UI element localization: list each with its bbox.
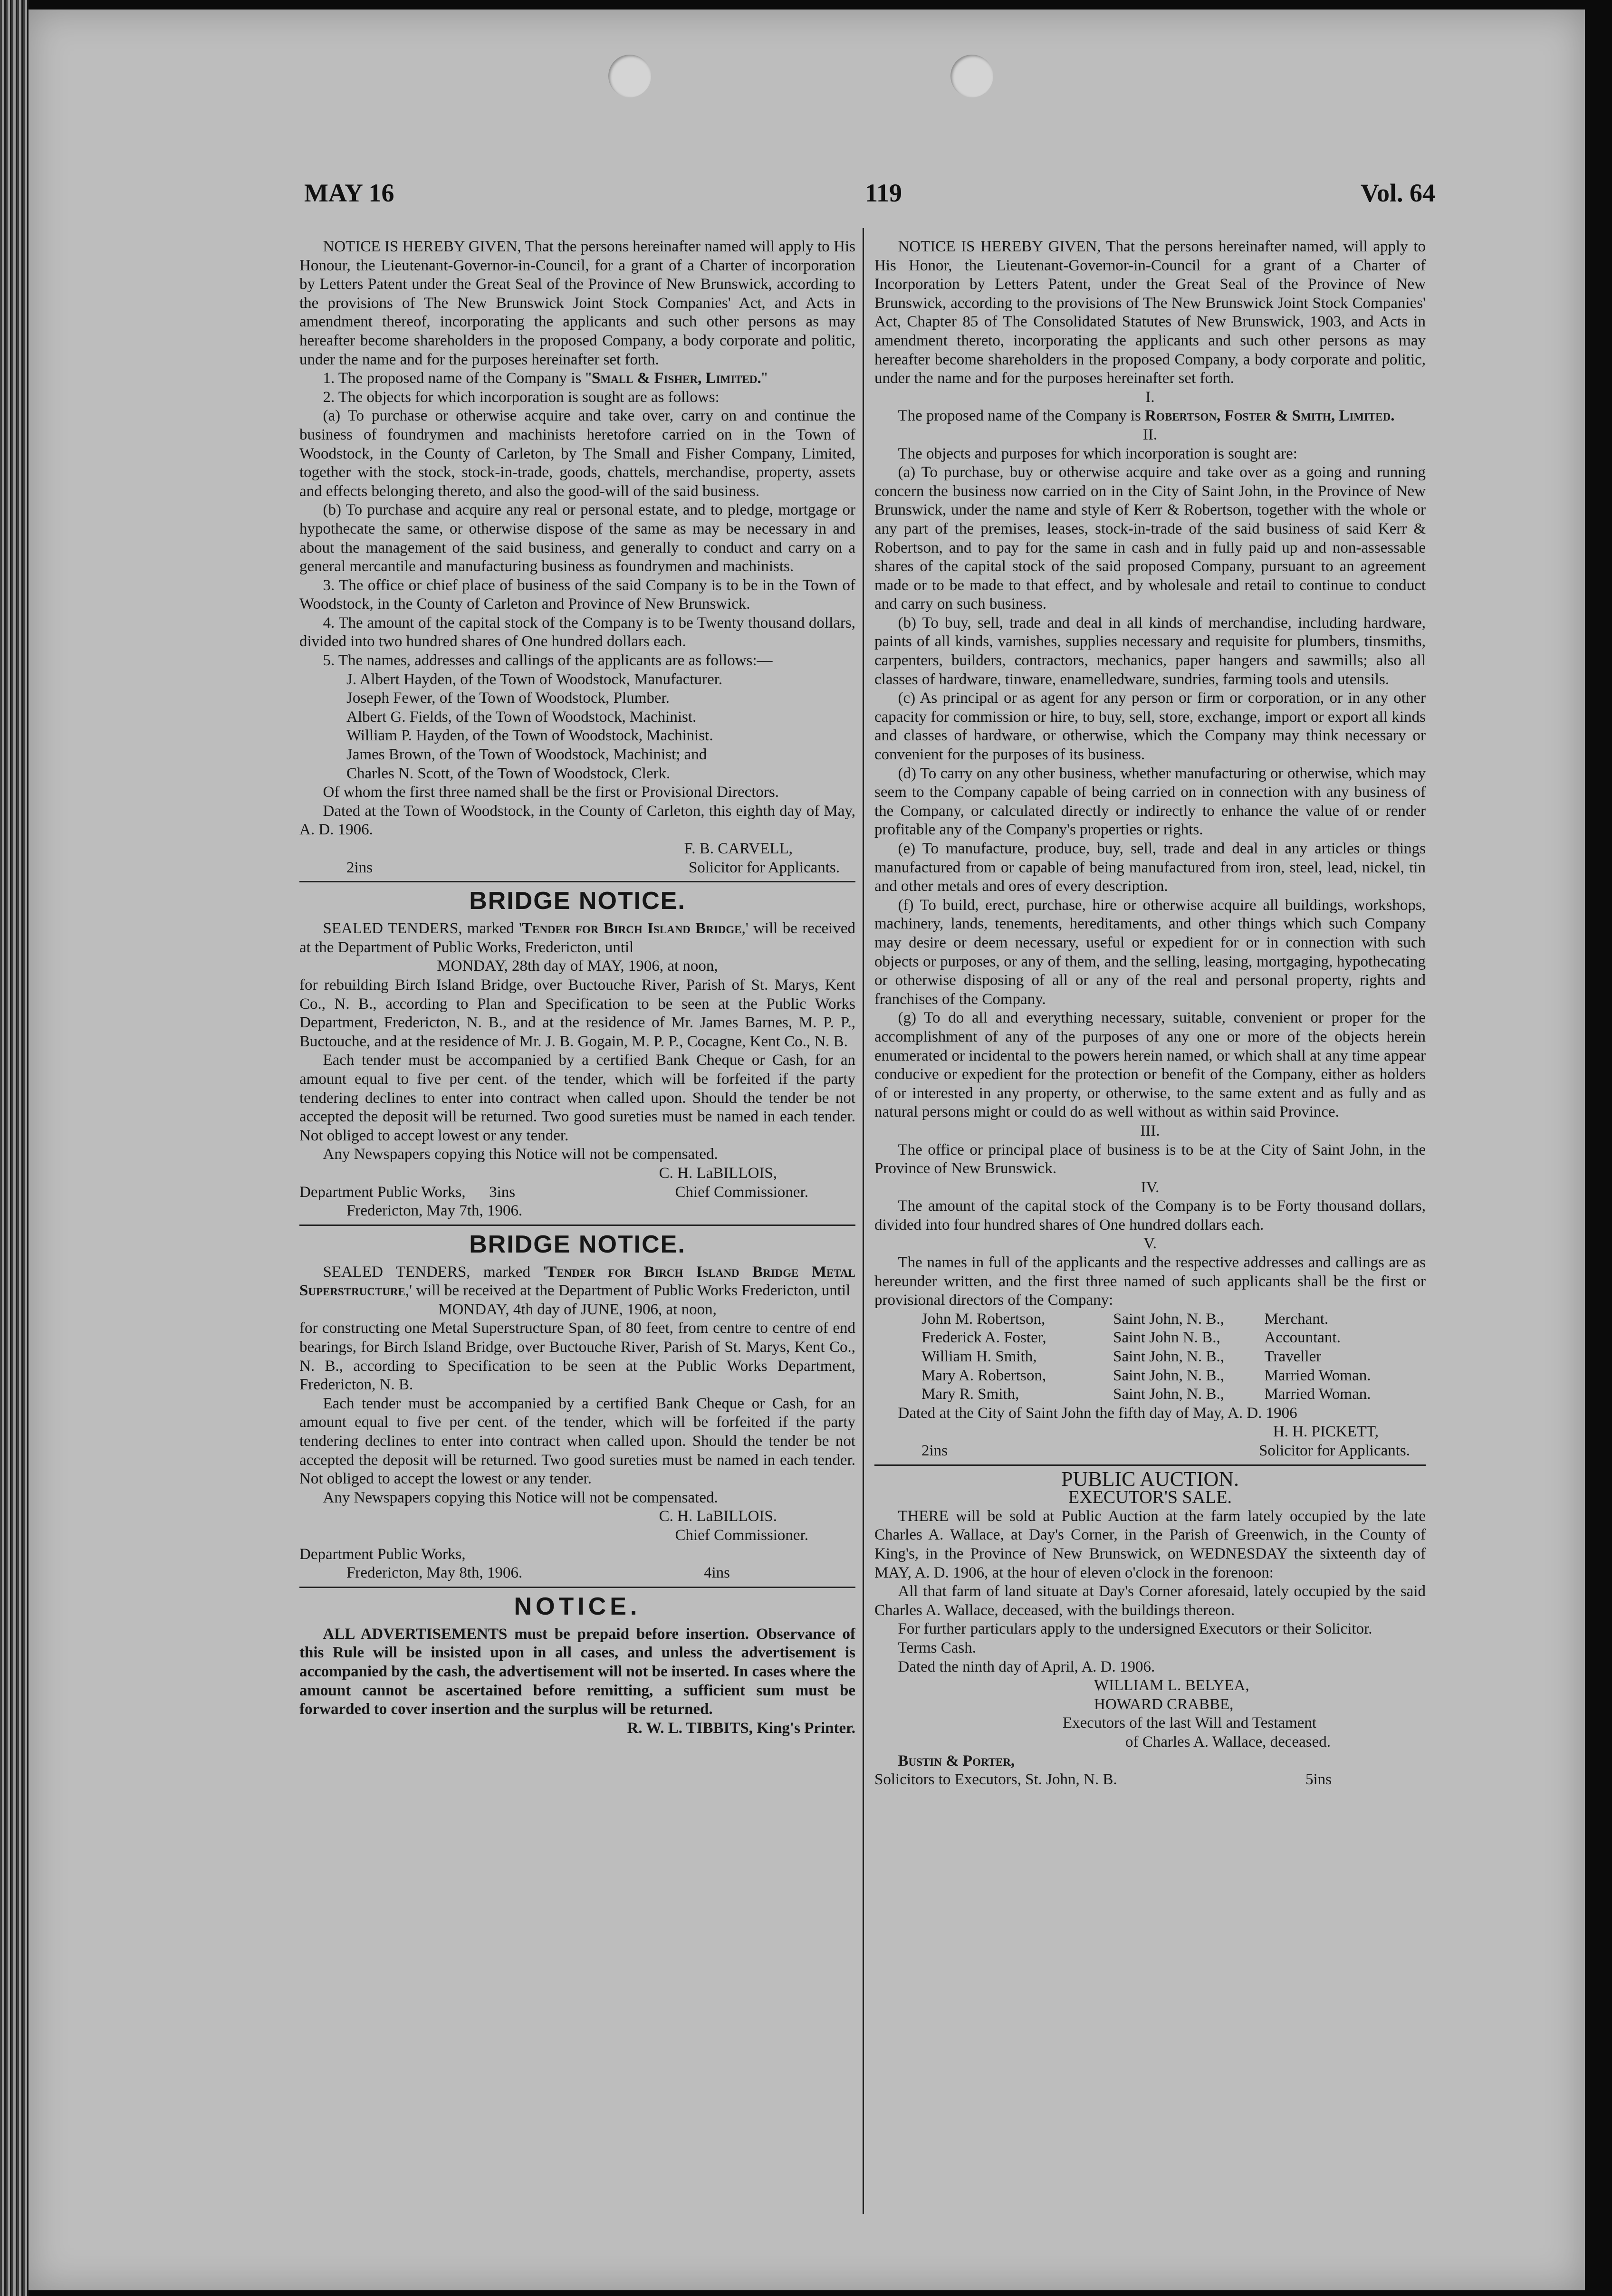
auction-terms: Terms Cash. <box>898 1639 977 1656</box>
bridge-notice-heading: BRIDGE NOTICE. <box>469 1230 686 1258</box>
left-column <box>299 238 855 2214</box>
advertisement-notice <box>299 1592 855 1738</box>
list-item: Joseph Fewer, of the Town of Woodstock, Plumber. <box>346 689 670 707</box>
object-c: (c) As principal or as agent for any person or firm or corporation, or in any other capacity for commission or hire, to buy, sell, store, exchange, import or export all kinds and classes of hardware, or otherwise, which the Company may think necessary or convenient for the purposes of its business. <box>874 689 1426 764</box>
applicant-place: Saint John N. B., <box>1113 1329 1220 1347</box>
tender-mark: Tender for Birch Island Bridge <box>522 920 742 938</box>
notice-item-2b: (b) To purchase and acquire any real or personal estate, and to pledge, mortgage or hypothecate the same, or otherwise dispose of the same as may be necessary in and about the management of the said business, and generally to conduct and carry on a general mercantile and manufacturing business as foundrymen and machinists. <box>299 501 855 575</box>
right-column <box>874 238 1426 2210</box>
company-name-line: The proposed name of the Company is Robertson, Foster & Smith, Limited. <box>898 407 1395 425</box>
applicant-name: Mary R. Smith, <box>921 1386 1019 1403</box>
dated-line: Dated at the City of Saint John the fifth day of May, A. D. 1906 <box>898 1404 1297 1422</box>
notice-item-1: 1. The proposed name of the Company is "Small & Fisher, Limited." <box>323 370 768 387</box>
auction-farm: All that farm of land situate at Day's Corner aforesaid, lately occupied by the said Charles A. Wallace, deceased, with the buildings thereon. <box>874 1583 1426 1619</box>
applicant-name: Mary A. Robertson, <box>921 1367 1046 1384</box>
notice-item-2: 2. The objects for which incorporation is sought are as follows: <box>323 388 720 406</box>
section-numeral: II. <box>1142 426 1158 443</box>
office-clause: The office or principal place of business is to be at the City of Saint John, in the Province of New Brunswick. <box>874 1141 1426 1177</box>
solicitor-firm: Bustin & Porter, <box>898 1752 1015 1770</box>
auction-heading: PUBLIC AUCTION. <box>1061 1467 1239 1491</box>
tender-deadline: MONDAY, 28th day of MAY, 1906, at noon, <box>437 957 718 975</box>
solicitors-line: Solicitors to Executors, St. John, N. B. <box>874 1771 1117 1789</box>
auction-body: THERE will be sold at Public Auction at the farm lately occupied by the late Charles A. Wallace, at Day's Corner, in the Parish of Greenwich, in the County of King's, in the Province of New Brunswick, on WEDNESDAY the sixteenth day of MAY, A. D. 1906, at the hour of eleven o'clock in the forenoon: <box>874 1507 1426 1581</box>
notice-item-2a: (a) To purchase or otherwise acquire and take over, carry on and continue the business of foundrymen and machinists heretofore carried on in the Town of Woodstock, in the County of Carleton, by The Small and Fisher Company, Limited, together with the stock, stock-in-trade, goods, chattels, merchandise, property, assets and effects belonging thereto, and also the good-will of the said business. <box>299 407 855 500</box>
dated-line: Dated at the Town of Woodstock, in the County of Carleton, this eighth day of May, A. D. 1906. <box>299 802 855 839</box>
section-numeral: III. <box>1140 1122 1160 1139</box>
place-date: Fredericton, May 7th, 1906. <box>346 1202 523 1220</box>
bridge-notice-heading: BRIDGE NOTICE. <box>469 887 686 915</box>
applicant-calling: Merchant. <box>1264 1310 1329 1328</box>
tender-conditions: Each tender must be accompanied by a certified Bank Cheque or Cash, for an amount equal to five per cent. of the tender, which will be forfeited if the party tendering declines to enter into contract when called upon. Should the tender be not accepted the deposit will be returned. Two good sureties must be named in each tender. Not obliged to accept the lowest or any tender. <box>299 1395 855 1488</box>
list-item: William P. Hayden, of the Town of Woodstock, Machinist. <box>346 727 713 745</box>
page-header <box>304 178 1435 221</box>
list-item: Albert G. Fields, of the Town of Woodstock, Machinist. <box>346 708 697 726</box>
list-item: J. Albert Hayden, of the Town of Woodstock, Manufacturer. <box>346 670 723 688</box>
section-numeral: I. <box>1145 388 1155 406</box>
applicants-table <box>874 1310 1426 1404</box>
objects-intro: The objects and purposes for which incorporation is sought are: <box>898 445 1297 462</box>
tender-mark: Tender for Birch Island Bridge Metal Superstructure <box>299 1263 855 1300</box>
applicant-place: Saint John, N. B., <box>1113 1386 1224 1403</box>
names-intro: The names in full of the applicants and the respective addresses and callings are as hereunder written, and the first three named of such applicants shall be the first or provisional directors of the Company: <box>874 1254 1426 1309</box>
applicant-place: Saint John, N. B., <box>1113 1310 1224 1328</box>
applicant-name: John M. Robertson, <box>921 1310 1046 1328</box>
bridge-notice-2 <box>299 1230 855 1583</box>
company-name: Robertson, Foster & Smith, Limited. <box>1145 407 1395 425</box>
place-date: Fredericton, May 8th, 1906. <box>346 1564 523 1582</box>
notice-intro: NOTICE IS HEREBY GIVEN, That the persons hereinafter named will apply to His Honour, the Lieutenant-Governor-in-Council, for a grant of a Charter of incorporation by Letters Patent under the Great Seal of the Province of New Brunswick, according to the provisions of The New Brunswick Joint Stock Companies' Act, and Acts in amendment thereof, incorporating the applicants and such other persons as may hereafter become shareholders in the proposed Company, a body corporate and politic, under the name and for the purposes hereinafter set forth. <box>299 238 855 368</box>
kings-printer: R. W. L. TIBBITS, King's Printer. <box>627 1719 855 1737</box>
list-item: Charles N. Scott, of the Town of Woodstock, Clerk. <box>346 765 671 782</box>
incorporation-notice-small-fisher <box>299 238 855 877</box>
insertions-count: 3ins <box>489 1183 516 1201</box>
book-page-edges <box>0 0 29 2296</box>
applicant-name: Frederick A. Foster, <box>921 1329 1046 1347</box>
notice-intro: NOTICE IS HEREBY GIVEN, That the persons hereinafter named, will apply to His Honor, the Lieutenant-Governor-in-Council for a grant of a Charter of Incorporation by Letters Patent, under the Great Seal of the Province of New Brunswick, according to the provisions of The New Brunswick Joint Stock Companies' Act, Chapter 85 of The Consolidated Statutes of New Brunswick, 1903, and Acts in amendment thereto, incorporating the applicants and such other persons as may hereafter become shareholders in the proposed Company, a body corporate and politic, under the name and for the purposes hereinafter set forth. <box>874 238 1426 387</box>
executors-title: of Charles A. Wallace, deceased. <box>1125 1733 1331 1751</box>
auction-dated: Dated the ninth day of April, A. D. 1906. <box>898 1658 1155 1675</box>
notice-item-4: 4. The amount of the capital stock of the Company is to be Twenty thousand dollars, divided into two hundred shares of One hundred dollars each. <box>299 614 855 651</box>
column-divider <box>863 228 864 2214</box>
punch-hole <box>608 55 651 97</box>
signer-name: C. H. LaBILLOIS. <box>659 1508 777 1525</box>
object-b: (b) To buy, sell, trade and deal in all kinds of merchandise, including hardware, paints of all kinds, varnishes, supplies necessary and requisite for plumbers, tinsmiths, carpenters, builders, contractors, mechanics, paper hangers and sawmills; also all classes of hardware, tinware, enamelledware, sundries, farming tools and utensils. <box>874 614 1426 688</box>
company-name: Small & Fisher, Limited. <box>592 370 761 387</box>
list-item: James Brown, of the Town of Woodstock, Machinist; and <box>346 746 707 764</box>
directors-note: Of whom the first three named shall be the first or Provisional Directors. <box>323 784 779 801</box>
insertions-count: 2ins <box>346 859 373 876</box>
tender-body: for constructing one Metal Superstructure Span, of 80 feet, from centre to centre of end bearings, for Birch Island Bridge, over Buctouche River, Parish of St. Marys, Kent Co., N. B., according to Specification to be seen at the Public Works Department, Fredericton, N. B. <box>299 1320 855 1394</box>
incorporation-notice-robertson <box>874 238 1426 1461</box>
capital-clause: The amount of the capital stock of the Company is to be Forty thousand dollars, divided into four hundred shares of One hundred dollars each. <box>874 1197 1426 1234</box>
insertions-count: 4ins <box>703 1564 730 1582</box>
signer-title: Solicitor for Applicants. <box>688 859 840 876</box>
executor-name: HOWARD CRABBE, <box>1094 1695 1234 1713</box>
page-number: 119 <box>865 179 902 207</box>
executor-name: WILLIAM L. BELYEA, <box>1094 1677 1249 1694</box>
tender-conditions: Each tender must be accompanied by a certified Bank Cheque or Cash, for an amount equal to five per cent. of the tender, which will be forfeited if the party tendering declines to enter into contract when called upon. Should the tender be not accepted the deposit will be returned. Two good sureties must be named in each tender. Not obliged to accept lowest or any tender. <box>299 1052 855 1144</box>
applicants-list <box>299 670 855 784</box>
signer-name: F. B. CARVELL, <box>684 840 793 857</box>
object-e: (e) To manufacture, produce, buy, sell, trade and deal in any articles or things manufactured from or capable of being manufactured from iron, steel, lead, nickel, tin and other metals and ores of every description. <box>874 840 1426 895</box>
object-f: (f) To build, erect, purchase, hire or otherwise acquire all buildings, workshops, machinery, lands, tenements, hereditaments, and other things which such Company may desire or deem necessary, useful or expedient for or in connection with such objects or purposes, or any of them, and the selling, leasing, mortgaging, hypothecating or otherwise disposing of all or any of the real and personal property, rights and franchises of the Company. <box>874 896 1426 1008</box>
notice-item-5: 5. The names, addresses and callings of the applicants are as follows:— <box>323 652 773 670</box>
object-a: (a) To purchase, buy or otherwise acquire and take over as a going and running concern the business now carried on in the City of Saint John, in the Province of New Brunswick, under the name and style of Kerr & Robertson, together with the whole or any part of the premises, leases, stock-in-trade of the said business of said Kerr & Robertson, and to pay for the same in cash and in fully paid up and non-assessable shares of the capital stock of the said proposed Company, pursuant to an agreement made or to be made to that effect, and by wholesale and retail to continue to conduct and carry on such business. <box>874 464 1426 613</box>
department: Department Public Works, <box>299 1545 466 1563</box>
applicant-calling: Married Woman. <box>1264 1367 1371 1384</box>
section-rule <box>299 1587 855 1588</box>
tender-intro: SEALED TENDERS, marked 'Tender for Birch Island Bridge,' will be received at the Department of Public Works, Fredericton, until <box>299 920 855 956</box>
applicant-calling: Married Woman. <box>1264 1386 1371 1403</box>
object-g: (g) To do all and everything necessary, suitable, convenient or proper for the accomplishment of any of the purposes of any one or more of the objects herein enumerated or incidental to the powers herein named, or which shall at any time appear conducive or expedient for the protection or benefit of the Company, either as holders of or interested in any property, or otherwise, to the same extent and as fully and as natural persons might or could do as well without as within said Province. <box>874 1009 1426 1121</box>
public-auction-notice <box>874 1467 1426 1789</box>
section-rule <box>299 1225 855 1226</box>
tender-deadline: MONDAY, 4th day of JUNE, 1906, at noon, <box>438 1301 717 1318</box>
section-rule <box>299 881 855 882</box>
punch-hole <box>950 55 993 97</box>
signer-name: H. H. PICKETT, <box>1273 1423 1379 1441</box>
executors-title: Executors of the last Will and Testament <box>1063 1714 1317 1732</box>
department: Department Public Works, 3ins <box>299 1183 516 1201</box>
applicant-name: William H. Smith, <box>921 1348 1037 1366</box>
prepaid-rule: ALL ADVERTISEMENTS must be prepaid before insertion. Observance of this Rule will be insisted upon in all cases, and unless the advertisement is accompanied by the cash, the advertisement will not be inserted. In cases where the amount cannot be ascertained before remitting, a sufficient sum must be forwarded to cover insertion and the surplus will be returned. <box>299 1625 855 1718</box>
insertions-count: 5ins <box>1305 1771 1332 1789</box>
applicant-calling: Traveller <box>1264 1348 1322 1366</box>
object-d: (d) To carry on any other business, whether manufacturing or otherwise, which may seem to the Company capable of being carried on in connection with any business of the Company, or calculated directly or indirectly to enhance the value of or render profitable any of the Company's properties or rights. <box>874 765 1426 839</box>
applicant-place: Saint John, N. B., <box>1113 1367 1224 1384</box>
volume-number: Vol. 64 <box>1360 179 1435 207</box>
notice-heading: NOTICE. <box>514 1592 641 1620</box>
applicant-place: Saint John, N. B., <box>1113 1348 1224 1366</box>
newspapers-note: Any Newspapers copying this Notice will not be compensated. <box>323 1146 718 1163</box>
signer-title: Solicitor for Applicants. <box>1258 1442 1410 1459</box>
notice-item-3: 3. The office or chief place of business of the said Company is to be in the Town of Woodstock, in the County of Carleton and Province of New Brunswick. <box>299 576 855 613</box>
section-numeral: IV. <box>1141 1178 1160 1196</box>
tender-body: for rebuilding Birch Island Bridge, over Buctouche River, Parish of St. Marys, Kent Co., N. B., according to Plan and Specification to be seen at the Public Works Department, Fredericton, N. B., and at the residence of Mr. James Barnes, M. P. P., Buctouche, and at the residence of Mr. J. B. Gogain, M. P. P., Cocagne, Kent Co., N. B. <box>299 976 855 1050</box>
issue-date: MAY 16 <box>304 179 394 207</box>
section-numeral: V. <box>1143 1235 1157 1253</box>
section-rule <box>874 1464 1426 1466</box>
signer-name: C. H. LaBILLOIS, <box>659 1164 777 1182</box>
tender-intro: SEALED TENDERS, marked 'Tender for Birch Island Bridge Metal Superstructure,' will be received at the Department of Public Works Fredericton, until <box>299 1263 855 1300</box>
bridge-notice-1 <box>299 886 855 1221</box>
insertions-count: 2ins <box>921 1442 948 1459</box>
auction-further: For further particulars apply to the undersigned Executors or their Solicitor. <box>898 1620 1372 1638</box>
newspapers-note: Any Newspapers copying this Notice will not be compensated. <box>323 1489 718 1506</box>
signer-title: Chief Commissioner. <box>675 1527 808 1544</box>
signer-title: Chief Commissioner. <box>675 1183 808 1201</box>
auction-subheading: EXECUTOR'S SALE. <box>1068 1487 1232 1508</box>
applicant-calling: Accountant. <box>1264 1329 1341 1347</box>
